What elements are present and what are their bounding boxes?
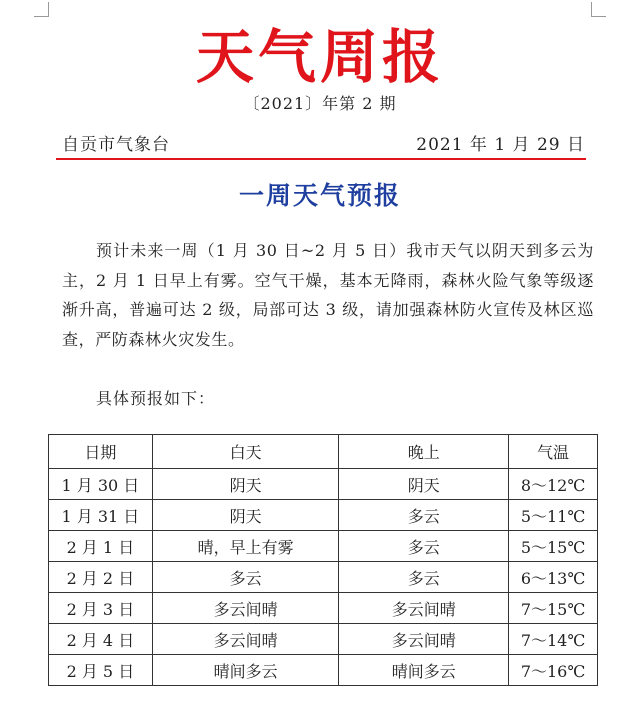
cell-temperature: 7～15℃ [509,593,598,624]
table-row [49,655,598,686]
cell-date: 2 月 2 日 [49,562,153,593]
table-row [49,562,598,593]
table-lead-text: 具体预报如下： [96,389,216,408]
cell-date: 2 月 4 日 [49,624,153,655]
header-temperature: 气温 [509,435,598,469]
cell-temperature: 7～16℃ [509,655,598,686]
cell-daytime: 多云 [152,562,339,593]
cell-daytime: 晴，早上有雾 [152,531,339,562]
forecast-paragraph: 预计未来一周（1 月 30 日~2 月 5 日）我市天气以阴天到多云为主，2 月 1 日早上有雾。空气干燥，基本无降雨，森林火险气象等级逐渐升高，普遍可达 2 级，局部可达 3 级，请加强森林防火宣传及林区巡查，严防森林火灾发生。 [62,241,594,349]
cell-daytime: 阴天 [152,469,339,500]
cell-night: 晴间多云 [339,655,509,686]
header-night: 晚上 [339,435,509,469]
table-row [49,500,598,531]
cell-daytime: 多云间晴 [152,593,339,624]
red-divider [56,158,586,160]
cell-temperature: 5～15℃ [509,531,598,562]
cell-date: 1 月 31 日 [49,500,153,531]
header-daytime: 白天 [152,435,339,469]
issue-number: 〔2021〕年第 2 期 [243,94,397,113]
cell-night: 多云 [339,562,509,593]
issue-date: 2021 年 1 月 29 日 [416,135,585,155]
cell-daytime: 多云间晴 [152,624,339,655]
table-row [49,593,598,624]
cell-daytime: 阴天 [152,500,339,531]
cell-daytime: 晴间多云 [152,655,339,686]
issuing-organization: 自贡市气象台 [62,135,170,155]
cell-night: 多云间晴 [339,593,509,624]
cell-night: 多云 [339,531,509,562]
table-row [49,469,598,500]
masthead-title: 天气周报 [195,23,444,91]
table-header-row [49,435,598,469]
cell-date: 2 月 5 日 [49,655,153,686]
cell-temperature: 8～12℃ [509,469,598,500]
cell-temperature: 6～13℃ [509,562,598,593]
table-row [49,624,598,655]
cell-date: 2 月 3 日 [49,593,153,624]
cell-date: 2 月 1 日 [49,531,153,562]
cell-night: 多云间晴 [339,624,509,655]
cell-temperature: 5～11℃ [509,500,598,531]
cell-temperature: 7～14℃ [509,624,598,655]
section-headline: 一周天气预报 [238,181,401,210]
cell-date: 1 月 30 日 [49,469,153,500]
forecast-table [48,434,598,686]
header-date: 日期 [49,435,153,469]
cell-night: 阴天 [339,469,509,500]
cell-night: 多云 [339,500,509,531]
table-row [49,531,598,562]
